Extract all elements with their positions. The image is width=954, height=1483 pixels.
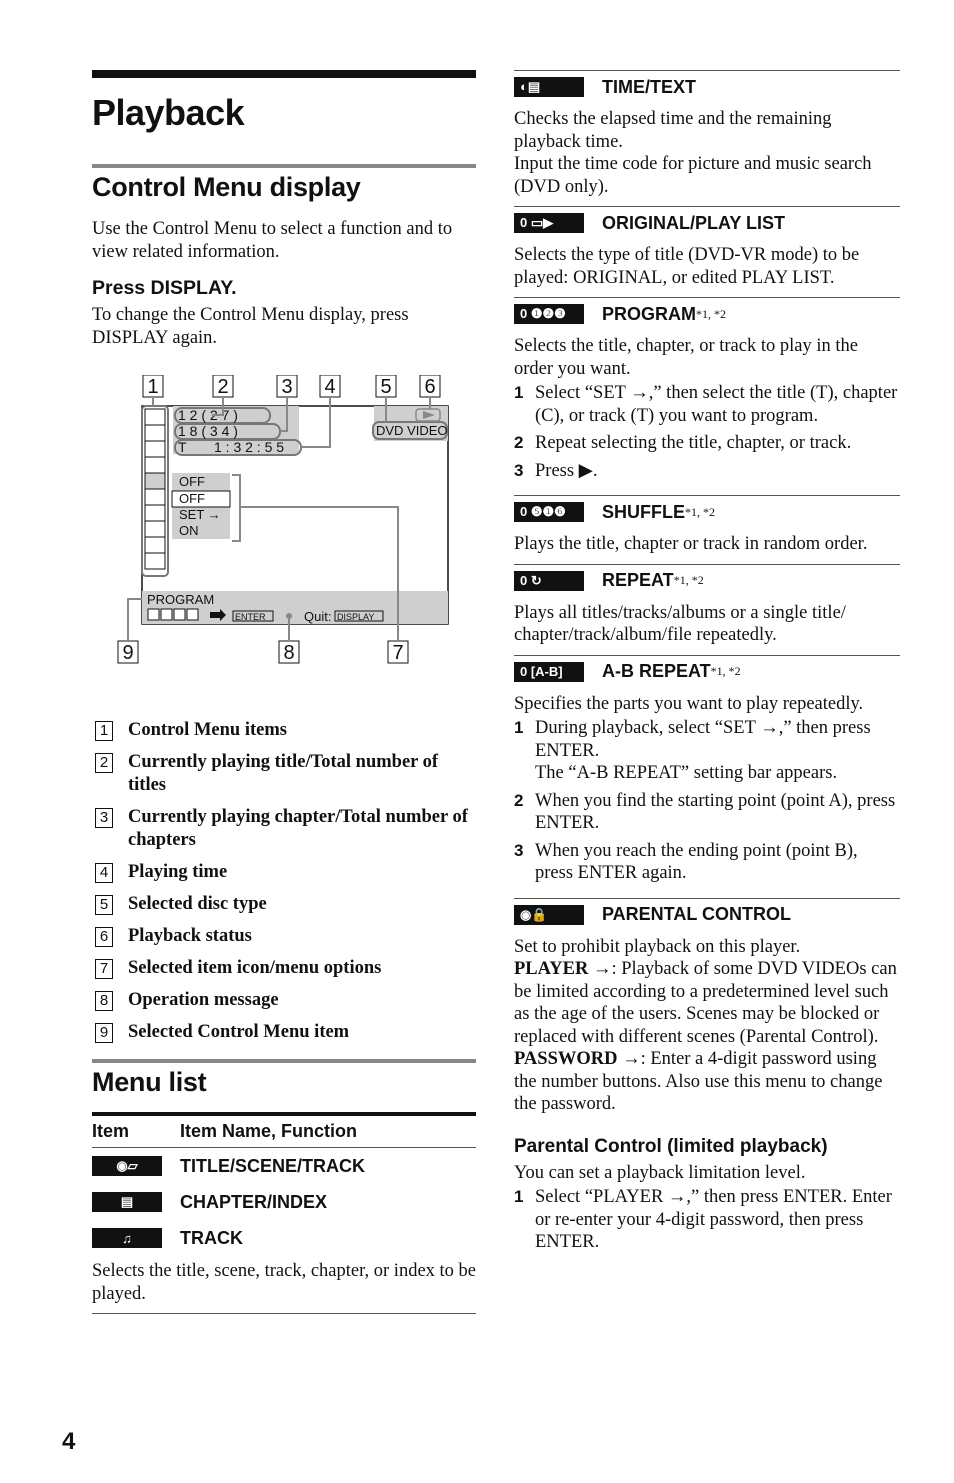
step-text: During playback, select “SET →,” then press ENTER.	[535, 718, 871, 761]
menu-item-name: CHAPTER/INDEX	[180, 1191, 328, 1212]
step	[514, 1186, 900, 1254]
clapper-icon: ▤	[92, 1192, 162, 1212]
player-label: PLAYER →	[514, 959, 612, 979]
step-number: 1	[514, 383, 524, 402]
step-number: 2	[514, 790, 524, 810]
program-label: PROGRAM	[147, 592, 215, 607]
callout-number: 5	[95, 895, 113, 915]
menu-list-row	[92, 1220, 476, 1256]
item-title: PROGRAM	[602, 303, 696, 324]
step	[514, 790, 900, 835]
program-icon: 0 ❶❷❸	[514, 304, 584, 324]
callout-text: Currently playing chapter/Total number of chapters	[128, 807, 468, 850]
callout-item	[92, 893, 476, 916]
section-title-menu-list: Menu list	[92, 1067, 207, 1097]
menu-item-name: TRACK	[180, 1227, 243, 1248]
time-text-icon: ◐▤	[514, 77, 584, 97]
parental-subheading: Parental Control (limited playback)	[514, 1135, 828, 1157]
step-text: Repeat selecting the title, chapter, or track.	[535, 433, 852, 453]
callout-number: 8	[95, 991, 113, 1011]
section-rule	[92, 1059, 476, 1063]
callout-item	[92, 1021, 476, 1044]
disc-type: DVD VIDEO	[376, 423, 448, 438]
menu-list-row	[92, 1148, 476, 1184]
callout-text: Operation message	[128, 990, 279, 1010]
item-body: Set to prohibit playback on this player.	[514, 936, 801, 957]
svg-text:5: 5	[380, 376, 392, 398]
item-body: Specifies the parts you want to play repeatedly.	[514, 693, 864, 714]
password-label: PASSWORD →	[514, 1049, 641, 1069]
player-text: : Playback of some DVD VIDEOs can be limited according to a predetermined level such as the age of the users. Scenes may be blocked or replaced with different scenes (Parental Control).	[514, 959, 897, 1047]
enter-key-label: ENTER	[235, 612, 266, 622]
title-rule	[92, 70, 476, 78]
callout-number: 7	[95, 959, 113, 979]
col-item-header: Item	[92, 1121, 130, 1141]
item-title: TIME/TEXT	[602, 76, 696, 97]
svg-text:3: 3	[281, 376, 293, 398]
parental-steps	[514, 1186, 900, 1254]
callout-item	[92, 957, 476, 980]
marker-1	[143, 375, 163, 398]
quit-label: Quit:	[304, 609, 332, 624]
item-time-text	[514, 70, 900, 206]
marker-3	[277, 375, 297, 398]
step-text: Select “PLAYER →,” then press ENTER. Enter or re-enter your 4-digit password, then press ENTER.	[535, 1187, 892, 1252]
callout-item	[92, 925, 476, 948]
callout-item	[92, 719, 476, 742]
step	[514, 840, 900, 885]
footnote-ref: *1, *2	[673, 573, 704, 587]
marker-2	[213, 375, 233, 398]
section-title-control-menu: Control Menu display	[92, 172, 361, 202]
item-shuffle	[514, 495, 900, 564]
callout-number: 6	[95, 927, 113, 947]
section-rule	[92, 164, 476, 168]
left-column	[92, 70, 476, 1314]
item-body: Plays the title, chapter or track in random order.	[514, 534, 868, 554]
footnote-ref: *1, *2	[685, 504, 715, 519]
step-number: 1	[514, 718, 524, 737]
item-parental-control	[514, 898, 900, 1267]
svg-text:2: 2	[217, 376, 229, 398]
callout-number: 2	[95, 753, 113, 773]
callout-item	[92, 806, 476, 852]
item-body: Input the time code for picture and music search (DVD only).	[514, 154, 872, 197]
callout-item	[92, 861, 476, 884]
option-4: ON	[179, 523, 199, 538]
chapter-counter: 1 8 ( 3 4 )	[178, 423, 238, 439]
footnote-ref: *1, *2	[696, 306, 726, 321]
ab-repeat-steps	[514, 717, 900, 885]
step	[514, 382, 900, 427]
time-prefix: T	[178, 439, 187, 455]
callout-list	[92, 719, 476, 1044]
item-body: Plays all titles/tracks/albums or a single title/ chapter/track/album/file repeatedly.	[514, 602, 846, 645]
callout-text: Playing time	[128, 862, 228, 882]
item-repeat	[514, 564, 900, 655]
step-number: 3	[514, 460, 524, 480]
svg-text:1: 1	[147, 376, 159, 398]
col-name-header: Item Name, Function	[180, 1121, 358, 1141]
callout-item	[92, 989, 476, 1012]
step	[514, 432, 900, 455]
menu-item-name: TITLE/SCENE/TRACK	[180, 1155, 366, 1176]
menu-list-header	[92, 1112, 476, 1148]
repeat-icon: 0 ↻	[514, 571, 584, 591]
callout-text: Currently playing title/Total number of titles	[128, 752, 439, 795]
program-steps	[514, 382, 900, 482]
item-body: Selects the type of title (DVD-VR mode) to be played: ORIGINAL, or edited PLAY LIST.	[514, 245, 860, 288]
option-1: OFF	[179, 474, 205, 489]
item-title: PARENTAL CONTROL	[602, 904, 791, 924]
menu-list-table	[92, 1112, 476, 1314]
control-menu-diagram	[92, 375, 476, 675]
disc-title-icon: ◉▱	[92, 1156, 162, 1176]
item-original-play-list	[514, 206, 900, 297]
marker-8	[279, 641, 299, 664]
item-title: SHUFFLE	[602, 501, 685, 522]
title-counter: 1 2 ( 2 7 )	[178, 407, 238, 423]
control-menu-diagram-svg	[92, 375, 476, 675]
item-title: REPEAT	[602, 570, 674, 590]
step-number: 2	[514, 433, 524, 452]
player-paragraph	[514, 958, 900, 1048]
step-text: When you find the starting point (point A), press ENTER.	[535, 790, 896, 833]
callout-text: Selected disc type	[128, 894, 267, 914]
menu-list-row	[92, 1184, 476, 1220]
item-title: ORIGINAL/PLAY LIST	[602, 212, 786, 233]
music-note-icon: ♫	[92, 1228, 162, 1248]
callout-text: Playback status	[128, 926, 252, 946]
ab-repeat-icon: 0 [A-B]	[514, 662, 584, 682]
playing-time: 1 : 3 2 : 5 5	[214, 439, 285, 455]
item-program	[514, 297, 900, 495]
password-paragraph	[514, 1048, 900, 1116]
option-2: OFF	[179, 491, 205, 506]
callout-text: Selected item icon/menu options	[128, 958, 382, 978]
marker-7	[388, 641, 408, 664]
right-column	[514, 70, 900, 1267]
step-text: When you reach the ending point (point B), press ENTER again.	[535, 840, 858, 883]
original-playlist-icon: 0 ▭▶	[514, 213, 584, 233]
parental-lock-icon: ◉🔒	[514, 905, 584, 925]
display-key-label: DISPLAY	[337, 612, 375, 622]
shuffle-icon: 0 ❺❶❻	[514, 502, 584, 522]
item-ab-repeat	[514, 655, 900, 898]
callout-item	[92, 751, 476, 797]
callout-text: Control Menu items	[128, 720, 287, 740]
menu-list-description: Selects the title, scene, track, chapter, or index to be played.	[92, 1260, 476, 1314]
item-body: Selects the title, chapter, or track to play in the order you want.	[514, 336, 858, 379]
callout-number: 4	[95, 863, 113, 883]
marker-4	[320, 375, 340, 398]
press-display-text: To change the Control Menu display, press DISPLAY again.	[92, 305, 409, 348]
svg-text:7: 7	[392, 642, 404, 664]
step	[514, 460, 900, 483]
option-3: SET →	[179, 507, 221, 522]
password-text: : Enter a 4-digit password using the number buttons. Also use this menu to change the password.	[514, 1049, 883, 1114]
step-note: The “A-B REPEAT” setting bar appears.	[535, 763, 838, 783]
callout-text: Selected Control Menu item	[128, 1022, 350, 1042]
svg-text:9: 9	[122, 642, 134, 664]
marker-5	[376, 375, 396, 398]
page-title: Playback	[92, 92, 245, 133]
press-display-heading: Press DISPLAY.	[92, 277, 237, 299]
page-number: 4	[62, 1428, 76, 1455]
item-body: Checks the elapsed time and the remaining playback time.	[514, 109, 832, 152]
svg-text:4: 4	[324, 376, 336, 398]
step-number: 1	[514, 1187, 524, 1206]
item-title: A-B REPEAT	[602, 661, 711, 681]
footnote-ref: *1, *2	[710, 664, 741, 678]
callout-number: 9	[95, 1023, 113, 1043]
step	[514, 717, 900, 785]
marker-9	[118, 641, 138, 664]
svg-text:8: 8	[283, 642, 295, 664]
marker-6	[420, 375, 440, 398]
callout-number: 3	[95, 808, 113, 828]
step-text: Select “SET →,” then select the title (T), chapter (C), or track (T) you want to program.	[535, 383, 898, 426]
step-number: 3	[514, 840, 524, 860]
control-menu-intro: Use the Control Menu to select a function and to view related information.	[92, 219, 453, 262]
parental-subtext: You can set a playback limitation level.	[514, 1162, 806, 1183]
svg-text:6: 6	[424, 376, 436, 398]
step-text: Press ▶.	[535, 460, 598, 481]
callout-number: 1	[95, 721, 113, 741]
